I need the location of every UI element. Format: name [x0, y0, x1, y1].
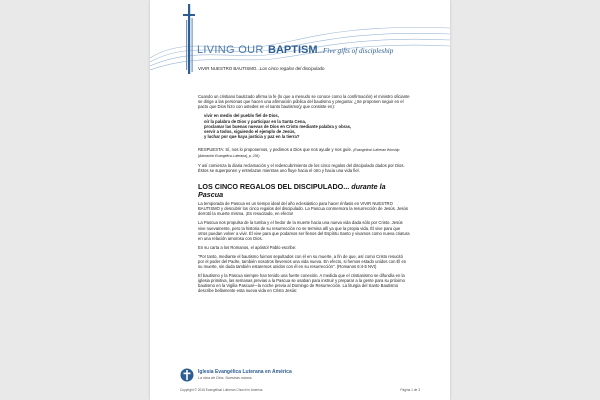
document-page	[150, 0, 450, 400]
intro-paragraph: Cuando un cristiano bautizado afirma la fe (lo que a menudo se conoce como la confirmación) el ministro oficiante se dirige a las personas que hacen una afirmación pública del bautismo y pregunta: ¿Se proponen seguir en el pacto que Dios hizo con ustedes en el santo bautismo(y que consiste en):	[198, 94, 410, 110]
section-paragraph: La temporada de Pascua es un tiempo ideal del año eclesiástico para hacer énfasis en VIVIR NUESTRO BAUTISMO y descubrir los cinco regalos del discipulado. La Pascua conmemora la resurrección de Jesús. Jesús derrotó la muerte misma. ¡Es resucitado, en efecto!	[198, 201, 408, 217]
brand-title: LIVING OUR BAPTISM...Five gifts of discipleship	[197, 44, 394, 56]
response-source: (Evangelical Lutheran Worship [Adoración Evangélica Luterana], p. 236)	[198, 147, 400, 158]
closing-paragraph: Y así comienza la diaria reclamación y el redescubrimiento de los cinco regalos del discipulado dados por Dios. Éstos se superponen y entrelazan mientras uno fluye hacia el otro y hacia una vida fiel.	[198, 162, 405, 174]
vow-line: y luchar por que haya justicia y paz en la tierra?	[204, 134, 300, 140]
document-subtitle: VIVIR NUESTRO BAUTISMO...Los cinco regalos del discipulado	[198, 66, 325, 71]
vow-line: oír la palabra de Dios y participar en la Santa Cena,	[204, 118, 306, 124]
vow-line: vivir en medio del pueblo fiel de Dios,	[204, 113, 279, 119]
section-heading: LOS CINCO REGALOS DEL DISCIPULADO... durante la Pascua	[198, 182, 386, 200]
section-paragraph: La Pascua nos propulsa de la tumba y el hedor de la muerte hacia una nueva vida dada sólo por Cristo. Jesús vive nuevamente, pero la historia de su resurrección no se termina allí ya que la propia vida. Él vive para que otros puedan volver a vivir. Él vive para que podamos ser llenos del Espíritu Santo y vivamos como nueva criatura en una relación amorosa con Dios.	[198, 220, 410, 241]
vow-line: proclamar las buenas nuevas de Dios en Cristo mediante palabra y obras,	[204, 123, 352, 129]
elca-logo-icon	[180, 368, 194, 382]
response-text: RESPUESTA: Sí, nos lo proponemos, y pedimos a Dios que nos ayude y nos guíe. (Evangelical Lutheran Worship [Adoración Evangélica Luterana], p. 236)	[198, 146, 400, 158]
scripture-quote: "Por tanto, mediante el bautismo fuimos sepultados con él en su muerte, a fin de que, así como Cristo resucitó por el poder del Padre, también nosotros llevemos una vida nueva. En efecto, si hemos estado unidos con Él en su muerte, sin duda también estaremos unidos con él en su resurrección". (Romanos 6:4-5 NVI)	[198, 253, 407, 270]
footer-tagline: La obra de Dios. Nuestras manos.	[198, 376, 253, 380]
section-paragraph: En su carta a los Romanos, el apóstol Pablo escribe:	[198, 244, 297, 250]
section-paragraph: El bautismo y la Pascua siempre han tenido una fuerte conexión. A medida que el cristianismo se difundía en la iglesia primitiva, las semanas previas a la Pascua se usaban para instruir y preparar a la gente para su próximo bautismo en la Vigilia Pascual—la noche previa al Domingo de Resurrección. La liturgia del Santo Bautismo describe bellamente esta nueva vida en Cristo Jesús:	[198, 273, 405, 294]
page-number: Página 1 de 3	[400, 388, 420, 392]
baptism-vows-list	[204, 113, 410, 139]
footer-org-name: Iglesia Evangélica Luterana en América	[198, 369, 292, 375]
vow-line: servir a todos, siguiendo el ejemplo de Jesús,	[204, 129, 296, 135]
footer-copyright: Copyright © 2016 Evangelical Lutheran Church in America	[180, 388, 263, 392]
document-body	[198, 94, 410, 298]
